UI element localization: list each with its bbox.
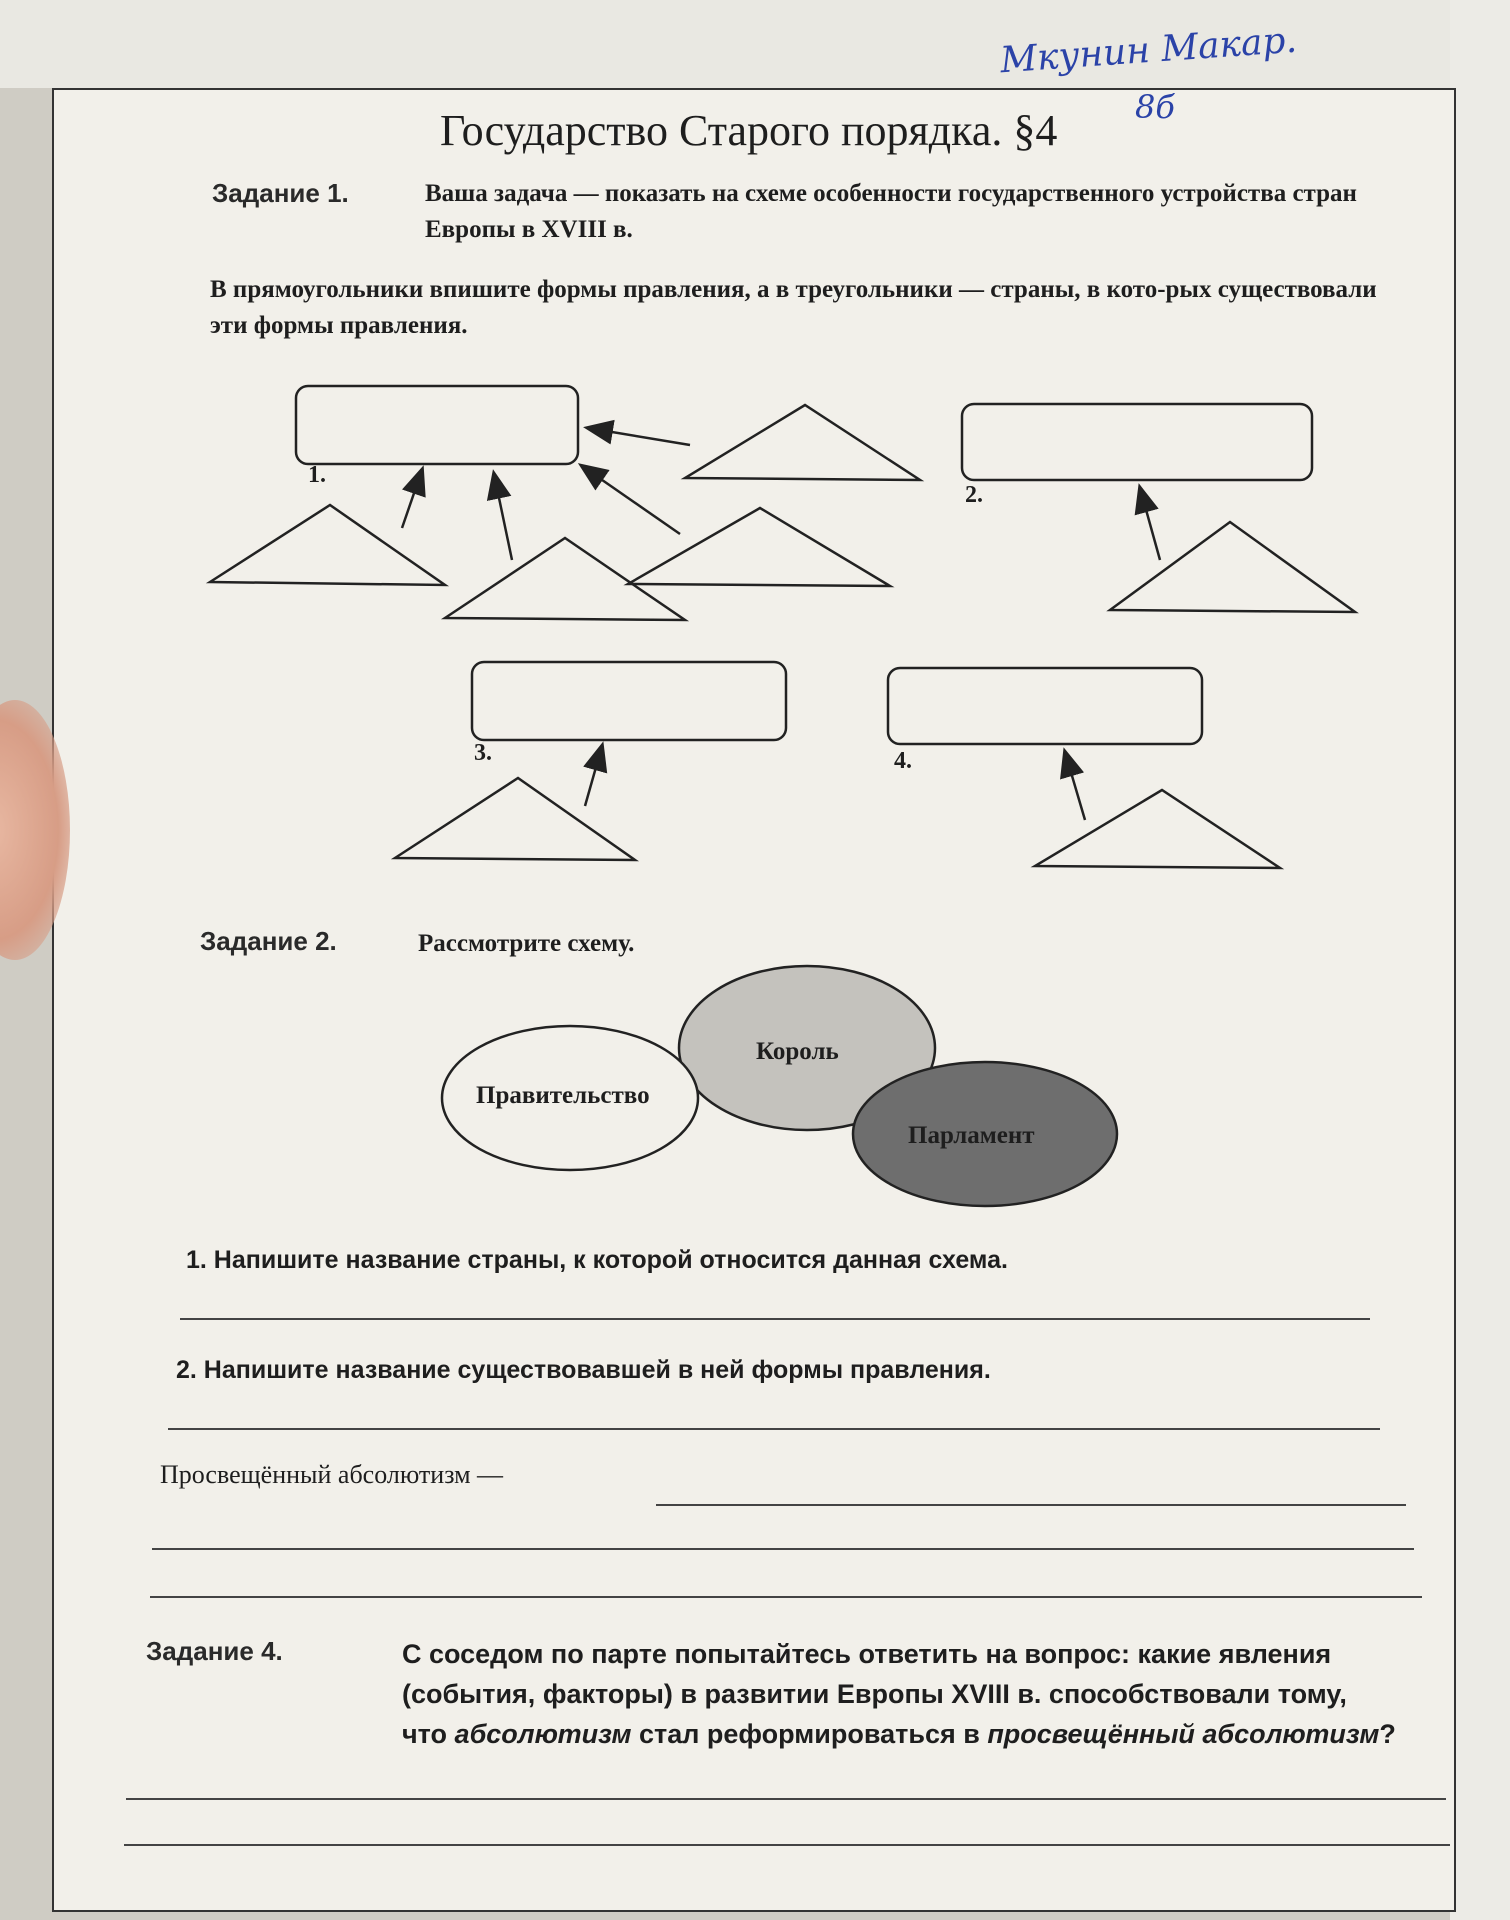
- country-triangle-2[interactable]: [1110, 522, 1355, 612]
- task4-line3-term2: просвещённый абсолютизм: [987, 1719, 1380, 1749]
- box-number-2: 2.: [965, 482, 983, 508]
- arrow: [585, 746, 602, 806]
- arrow: [402, 470, 422, 528]
- form-box-3[interactable]: [472, 662, 786, 740]
- form-box-1[interactable]: [296, 386, 578, 464]
- country-triangle-1b[interactable]: [445, 538, 685, 620]
- answer-line[interactable]: [180, 1318, 1370, 1320]
- arrow: [1065, 752, 1085, 820]
- answer-line[interactable]: [126, 1798, 1446, 1800]
- task4-line3-term1: абсолютизм: [454, 1719, 632, 1749]
- page-title: Государство Старого порядка. §4: [440, 106, 1058, 155]
- task1-label: Задание 1.: [212, 178, 349, 208]
- arrow: [582, 466, 680, 534]
- box-number-4: 4.: [894, 748, 912, 774]
- country-triangle-1c[interactable]: [628, 508, 890, 586]
- answer-line[interactable]: [150, 1596, 1422, 1598]
- task4-line3-prefix: что: [402, 1719, 455, 1749]
- box-number-3: 3.: [474, 740, 492, 766]
- answer-line[interactable]: [168, 1428, 1380, 1430]
- king-label: Король: [756, 1038, 839, 1065]
- country-triangle-3[interactable]: [395, 778, 635, 860]
- task4-line3-mid: стал реформироваться в: [631, 1719, 988, 1749]
- country-triangle-4[interactable]: [1035, 790, 1280, 868]
- country-triangle-1d[interactable]: [685, 405, 920, 480]
- form-box-4[interactable]: [888, 668, 1202, 744]
- task1-instruction: В прямоугольники впишите формы правления, а в треугольники — страны, в кото-рых существовали эти формы правления.: [210, 276, 1377, 339]
- task4-line3-suffix: ?: [1379, 1719, 1396, 1749]
- task1-text: Ваша задача — показать на схеме особенности государственного устройства стран Европы в XVIII в.: [425, 180, 1357, 243]
- task4-text-line2: (события, факторы) в развитии Европы XVIII в. способствовали тому,: [402, 1679, 1347, 1709]
- arrow: [494, 474, 512, 560]
- arrow: [588, 428, 690, 445]
- task4-text-line1: С соседом по парте попытайтесь ответить на вопрос: какие явления: [402, 1639, 1332, 1669]
- parliament-label: Парламент: [908, 1122, 1035, 1149]
- answer-line[interactable]: [124, 1844, 1450, 1846]
- task4-text-line3: [402, 1716, 1396, 1752]
- answer-line[interactable]: [656, 1504, 1406, 1506]
- answer-line[interactable]: [152, 1548, 1414, 1550]
- task2-label: Задание 2.: [200, 926, 337, 956]
- task2-question2: 2. Напишите название существовавшей в ней формы правления.: [176, 1356, 991, 1384]
- country-triangle-1a[interactable]: [210, 505, 445, 585]
- arrow: [1140, 488, 1160, 560]
- task2-question1: 1. Напишите название страны, к которой относится данная схема.: [186, 1246, 1008, 1274]
- handwritten-class: 8б: [1135, 88, 1175, 126]
- term-enlightened-absolutism: Просвещённый абсолютизм —: [160, 1460, 504, 1489]
- task4-label: Задание 4.: [146, 1636, 283, 1666]
- government-label: Правительство: [476, 1082, 650, 1109]
- handwritten-student-name: Мкунин Макар.: [998, 19, 1299, 82]
- task2-text: Рассмотрите схему.: [418, 930, 635, 957]
- box-number-1: 1.: [308, 462, 326, 488]
- form-box-2[interactable]: [962, 404, 1312, 480]
